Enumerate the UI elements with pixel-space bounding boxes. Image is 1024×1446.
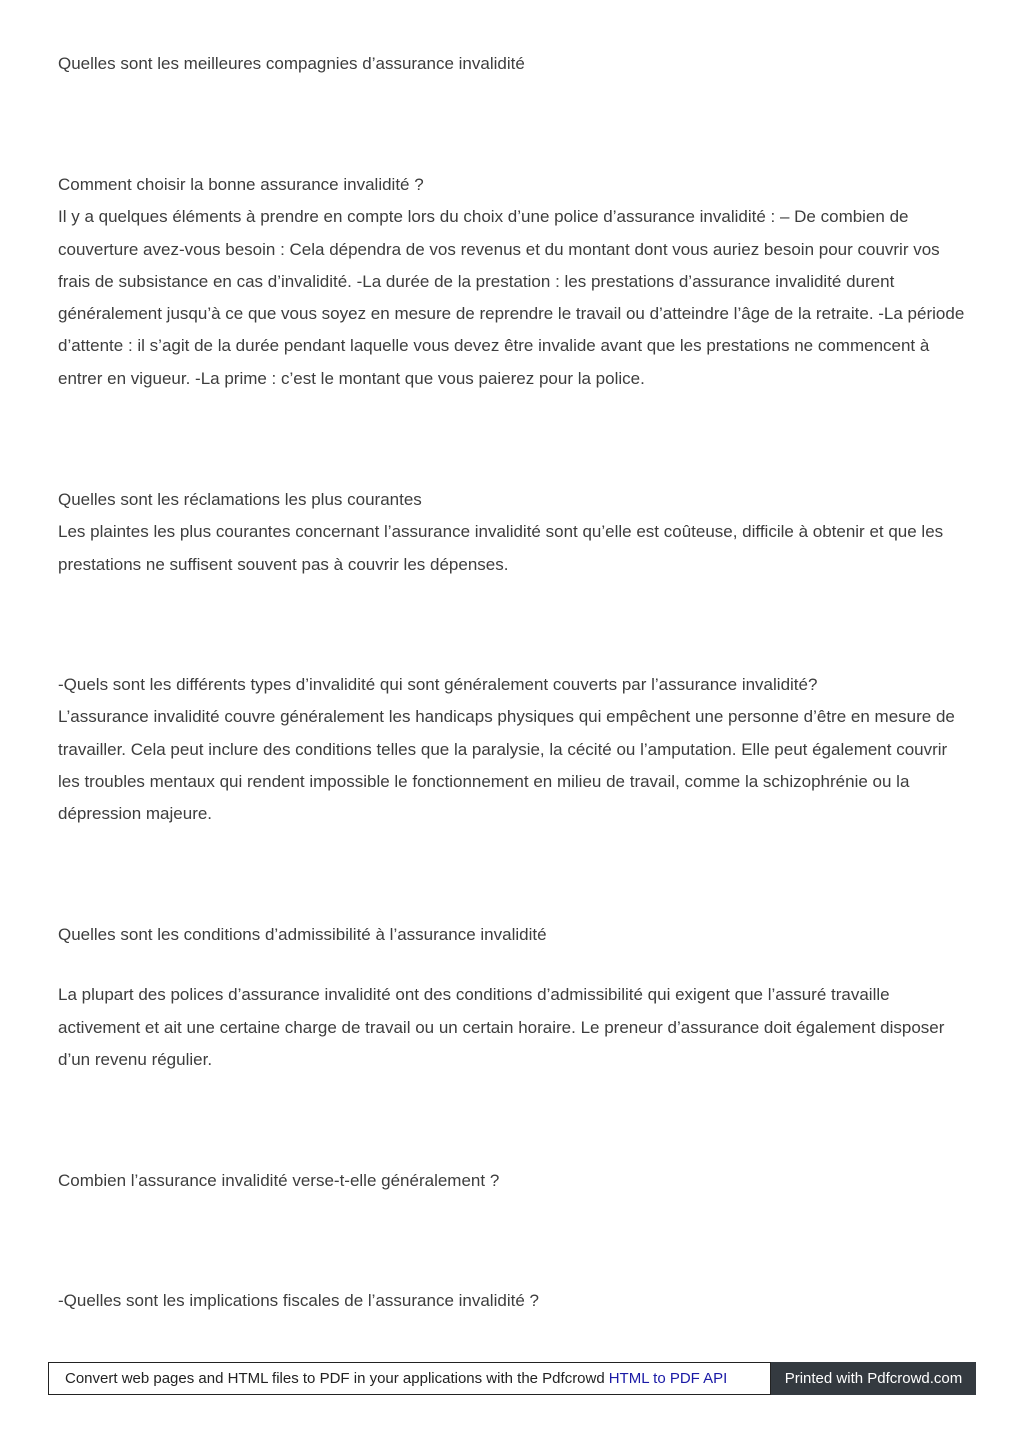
section-choose-insurance	[58, 169, 968, 395]
section-heading: -Quelles sont les implications fiscales de l’assurance invalidité ?	[58, 1291, 539, 1310]
footer-text: Convert web pages and HTML files to PDF in your applications with the Pdfcrowd	[65, 1370, 605, 1387]
footer-promo	[48, 1362, 771, 1395]
section-best-companies	[58, 48, 968, 80]
section-disability-types	[58, 669, 968, 830]
pdfcrowd-footer	[48, 1362, 976, 1395]
section-common-claims	[58, 484, 968, 581]
section-body: La plupart des polices d’assurance invalidité ont des conditions d’admissibilité qui exigent que l’assuré travaille activement et ait une certaine charge de travail ou un certain horaire. Le preneur d’assurance doit également disposer d’un revenu régulier.	[58, 985, 945, 1069]
section-body: Il y a quelques éléments à prendre en compte lors du choix d’une police d’assurance invalidité : – De combien de couverture avez-vous besoin : Cela dépendra de vos revenus et du montant dont vous auriez besoin pour couvrir vos frais de subsistance en cas d’invalidité. -La durée de la prestation : les prestations d’assurance invalidité durent généralement jusqu’à ce que vous soyez en mesure de reprendre le travail ou d’atteindre l’âge de la retraite. -La période d’attente : il s’agit de la durée pendant laquelle vous devez être invalide avant que les prestations ne commencent à entrer en vigueur. -La prime : c’est le montant que vous paierez pour la police.	[58, 207, 965, 388]
section-heading: -Quels sont les différents types d’invalidité qui sont généralement couverts par l’assurance invalidité?	[58, 675, 818, 694]
section-heading: Comment choisir la bonne assurance invalidité ?	[58, 175, 424, 194]
section-heading: Combien l’assurance invalidité verse-t-elle généralement ?	[58, 1171, 500, 1190]
section-body: Les plaintes les plus courantes concernant l’assurance invalidité sont qu’elle est coûteuse, difficile à obtenir et que les prestations ne suffisent souvent pas à couvrir les dépenses.	[58, 522, 944, 574]
section-body: L’assurance invalidité couvre généralement les handicaps physiques qui empêchent une personne d’être en mesure de travailler. Cela peut inclure des conditions telles que la paralysie, la cécité ou l’amputation. Elle peut également couvrir les troubles mentaux qui rendent impossible le fonctionnement en milieu de travail, comme la schizophrénie ou la dépression majeure.	[58, 707, 955, 824]
section-tax-implications	[58, 1285, 968, 1317]
section-heading: Quelles sont les conditions d’admissibilité à l’assurance invalidité	[58, 925, 547, 944]
section-eligibility	[58, 919, 968, 1076]
section-heading: Quelles sont les meilleures compagnies d’assurance invalidité	[58, 54, 525, 73]
html-to-pdf-api-link[interactable]: HTML to PDF API	[608, 1370, 728, 1387]
printed-with-badge: Printed with Pdfcrowd.com	[771, 1362, 976, 1395]
section-payout	[58, 1165, 968, 1197]
section-heading: Quelles sont les réclamations les plus courantes	[58, 490, 422, 509]
